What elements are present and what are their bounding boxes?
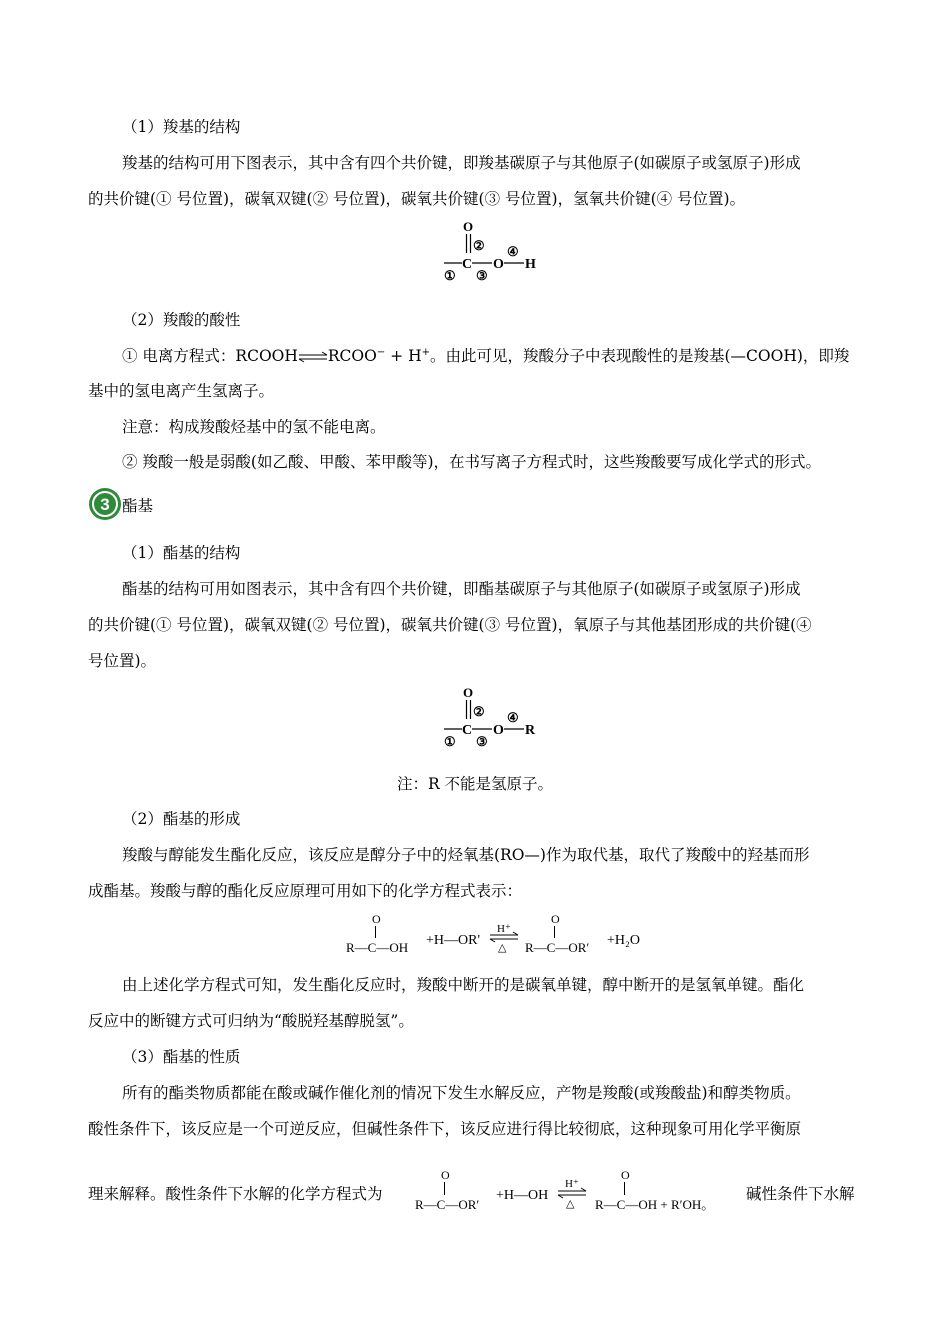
paragraph-line: ② 羧酸一般是弱酸(如乙酸、甲酸、苯甲酸等)，在书写离子方程式时，这些羧酸要写成化学式的形式。 [122, 453, 822, 471]
label-3: ③ [476, 268, 488, 283]
oxygen-atom-2: O [493, 723, 504, 738]
paragraph-line: 羧基的结构可用下图表示，其中含有四个共价键，即羧基碳原子与其他原子(如碳原子或氢原子)形成 [122, 154, 801, 172]
ester-formula: R—C—OR′ [415, 1197, 480, 1212]
paragraph-line: 反应中的断键方式可归纳为“酸脱羟基醇脱氢”。 [88, 1012, 414, 1030]
carboxyl-structure-figure [440, 218, 550, 284]
label-4: ④ [507, 710, 519, 725]
badge-number: 3 [100, 495, 110, 514]
heading-ester-structure: （1）酯基的结构 [122, 544, 241, 562]
paragraph-line: 号位置)。 [88, 652, 157, 670]
paragraph-line: 羧酸与醇能发生酯化反应，该反应是醇分子中的烃氧基(RO—)作为取代基，取代了羧酸中的羟基而形 [122, 846, 810, 864]
hydrolysis-equation [410, 1165, 740, 1215]
alcohol-formula: +H—OR' [426, 933, 480, 948]
oxygen-atom: O [463, 219, 474, 234]
hydrogen-atom: H [525, 257, 536, 272]
equation-text: RCOO [327, 347, 377, 365]
ester-carbonyl-oxygen: O [441, 1168, 450, 1182]
label-3: ③ [476, 734, 488, 749]
label-2: ② [473, 238, 485, 253]
heat-label: △ [566, 1198, 575, 1210]
ester-formula: R—C—OR′ [525, 940, 590, 955]
r-group: R [525, 723, 536, 738]
charge-plus: + [421, 346, 430, 358]
ionization-equation-line [122, 346, 849, 366]
acid-carbonyl-oxygen: O [372, 912, 381, 926]
paragraph-line: 成酯基。羧酸与醇的酯化反应原理可用如下的化学方程式表示： [88, 882, 523, 900]
note-line: 注意：构成羧酸烃基中的氢不能电离。 [122, 418, 386, 436]
water-formula: +H₂O [607, 933, 640, 948]
ester-carbonyl-oxygen: O [551, 912, 560, 926]
equation-text: ① 电离方程式：RCOOH [122, 347, 298, 365]
label-2: ② [473, 704, 485, 719]
paragraph-line: 的共价键(① 号位置)，碳氧双键(② 号位置)，碳氧共价键(③ 号位置)，氧原子与其他基团形成的共价键(④ [88, 616, 812, 634]
label-1: ① [444, 734, 456, 749]
oxygen-atom-2: O [493, 257, 504, 272]
equilibrium-arrow-icon [298, 351, 328, 363]
paragraph-line: 酯基的结构可用如图表示，其中含有四个共价键，即酯基碳原子与其他原子(如碳原子或氢原子)形成 [122, 580, 801, 598]
catalyst-label: H⁺ [565, 1178, 579, 1190]
equation-text: 。由此可见，羧酸分子中表现酸性的是羧基(—COOH)，即羧 [430, 347, 850, 365]
paragraph-line: 碱性条件下水解 [746, 1185, 855, 1203]
catalyst-label: H⁺ [497, 923, 511, 935]
paragraph-line: 酸性条件下，该反应是一个可逆反应，但碱性条件下，该反应进行得比较彻底，这种现象可用化学平衡原 [88, 1120, 802, 1138]
carbon-atom: C [462, 723, 473, 738]
figure-note: 注：R 不能是氢原子。 [396, 775, 554, 793]
heading-ester-formation: （2）酯基的形成 [122, 810, 241, 828]
heat-label: △ [498, 942, 507, 954]
paragraph-line: 理来解释。酸性条件下水解的化学方程式为 [88, 1185, 383, 1203]
heading-carboxylic-acidity: （2）羧酸的酸性 [122, 311, 241, 329]
label-1: ① [444, 268, 456, 283]
paragraph-line: 的共价键(① 号位置)，碳氧双键(② 号位置)，碳氧共价键(③ 号位置)，氢氧共价键(④ 号位置)。 [88, 190, 746, 208]
water-formula: +H—OH [496, 1188, 549, 1203]
paragraph-line: 基中的氢电离产生氢离子。 [88, 382, 275, 400]
section-number-badge-icon [88, 487, 122, 521]
products-formula: R—C—OH + R′OH。 [595, 1197, 715, 1212]
paragraph-line: 所有的酯类物质都能在酸或碱作催化剂的情况下发生水解反应，产物是羧酸(或羧酸盐)和醇类物质。 [122, 1084, 801, 1102]
equation-text: + H [390, 347, 422, 365]
heading-carboxyl-structure: （1）羧基的结构 [122, 118, 241, 136]
esterification-equation [340, 910, 660, 960]
heading-ester-properties: （3）酯基的性质 [122, 1048, 241, 1066]
acid-carbonyl-oxygen: O [621, 1168, 630, 1182]
label-4: ④ [507, 244, 519, 259]
carbon-atom: C [462, 257, 473, 272]
oxygen-atom: O [463, 685, 474, 700]
acid-formula: R—C—OH [346, 940, 409, 955]
ester-structure-figure [440, 684, 550, 750]
paragraph-line: 由上述化学方程式可知，发生酯化反应时，羧酸中断开的是碳氧单键，醇中断开的是氢氧单键。酯化 [122, 976, 805, 994]
charge-minus: − [376, 346, 386, 358]
section-title-ester: 酯基 [122, 497, 154, 515]
